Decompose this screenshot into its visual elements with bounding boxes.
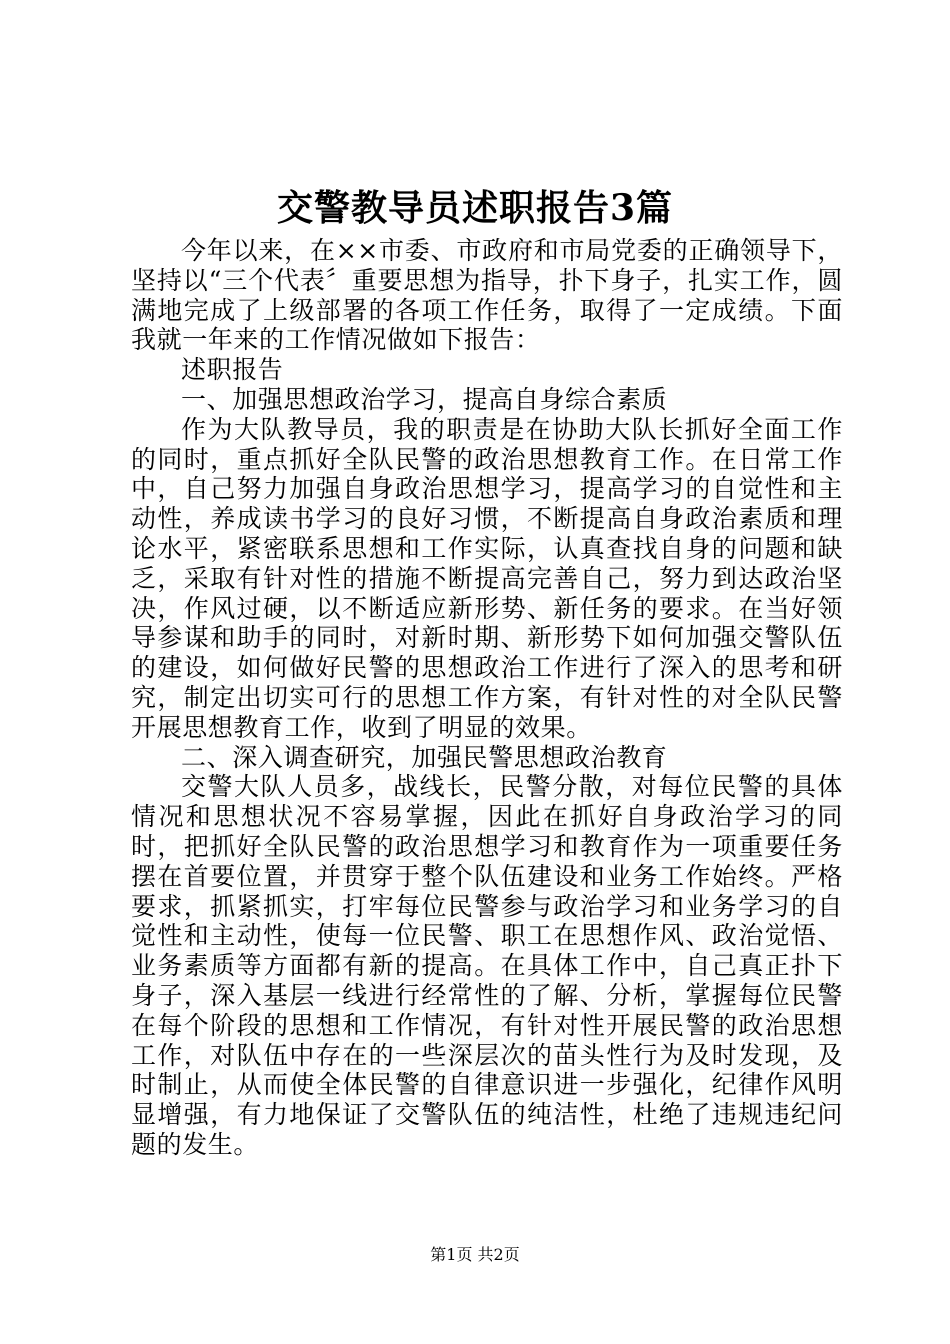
document-body (131, 236, 843, 1160)
paragraph-intro: 今年以来，在××市委、市政府和市局党委的正确领导下，坚持以“三个代表〞重要思想为指导，扑下身子，扎实工作，圆满地完成了上级部署的各项工作任务，取得了一定成绩。下面我就一年来的工作情况做如下报告： (131, 236, 843, 355)
page-footer: 第1页 共2页 (430, 1245, 520, 1264)
document-title: 交警教导员述职报告3篇 (276, 187, 674, 229)
paragraph-section-1: 作为大队教导员，我的职责是在协助大队长抓好全面工作的同时，重点抓好全队民警的政治思想教育工作。在日常工作中，自己努力加强自身政治思想学习，提高学习的自觉性和主动性，养成读书学习的良好习惯，不断提高自身政治素质和理论水平，紧密联系思想和工作实际，认真查找自身的问题和缺乏，采取有针对性的措施不断提高完善自己，努力到达政治坚决，作风过硬，以不断适应新形势、新任务的要求。在当好领导参谋和助手的同时，对新时期、新形势下如何加强交警队伍的建设，如何做好民警的思想政治工作进行了深入的思考和研究，制定出切实可行的思想工作方案，有针对性的对全队民警开展思想教育工作，收到了明显的效果。 (131, 414, 843, 742)
paragraph-section-2: 交警大队人员多，战线长，民警分散，对每位民警的具体情况和思想状况不容易掌握，因此在抓好自身政治学习的同时，把抓好全队民警的政治思想学习和教育作为一项重要任务摆在首要位置，并贯穿于整个队伍建设和业务工作始终。严格要求，抓紧抓实，打牢每位民警参与政治学习和业务学习的自觉性和主动性，使每一位民警、职工在思想作风、政治觉悟、业务素质等方面都有新的提高。在具体工作中，自己真正扑下身子，深入基层一线进行经常性的了解、分析，掌握每位民警在每个阶段的思想和工作情况，有针对性开展民警的政治思想工作，对队伍中存在的一些深层次的苗头性行为及时发现，及时制止，从而使全体民警的自律意识进一步强化，纪律作风明显增强，有力地保证了交警队伍的纯洁性，杜绝了违规违纪问题的发生。 (131, 772, 843, 1159)
section-heading-1: 一、加强思想政治学习，提高自身综合素质 (181, 384, 668, 414)
paragraph-report-label: 述职报告 (181, 355, 284, 385)
section-heading-2: 二、深入调查研究，加强民警思想政治教育 (181, 742, 668, 772)
